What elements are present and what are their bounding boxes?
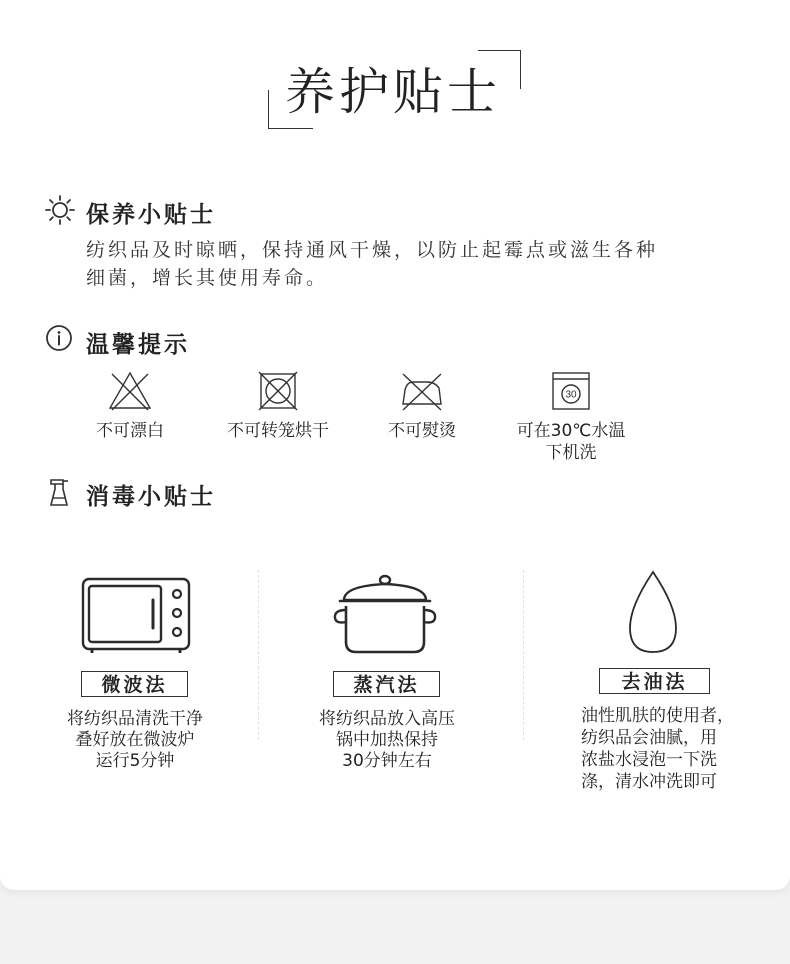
method-desc-line: 浓盐水浸泡一下洗 <box>581 750 717 770</box>
method-desc-line: 运行5分钟 <box>95 751 175 771</box>
method-desc-line: 将纺织品放入高压 <box>319 709 455 729</box>
method-desc <box>581 705 781 793</box>
divider <box>523 570 524 740</box>
method-desc-line: 油性肌肤的使用者， <box>581 706 734 726</box>
spray-bottle-icon <box>47 478 73 508</box>
microwave-icon <box>80 576 194 656</box>
pot-icon <box>330 572 440 658</box>
method-name: 蒸汽法 <box>333 671 440 697</box>
method-desc <box>40 709 230 772</box>
method-desc-line: 将纺织品清洗干净 <box>67 709 203 729</box>
care-label: 不可熨烫 <box>388 421 456 441</box>
care-item-no-iron <box>376 370 468 442</box>
method-desc <box>292 709 482 772</box>
divider <box>258 570 259 740</box>
maintenance-text-line: 纺织品及时晾晒，保持通风干燥，以防止起霉点或滋生各种 <box>86 239 659 261</box>
method-name: 去油法 <box>599 668 710 694</box>
care-item-machine-wash <box>506 370 636 464</box>
wash-temp-badge: 30 <box>565 389 577 401</box>
care-item-no-bleach <box>84 370 176 442</box>
sun-icon <box>44 194 76 226</box>
maintenance-heading: 保养小贴士 <box>86 202 216 228</box>
care-item-no-tumble-dry <box>218 370 338 442</box>
maintenance-text-line: 细菌，增长其使用寿命。 <box>86 267 329 289</box>
machine-wash-30-icon <box>550 370 592 412</box>
method-desc-line: 纺织品会油腻，用 <box>581 728 717 748</box>
care-label: 不可转笼烘干 <box>227 421 329 441</box>
method-desc-line: 叠好放在微波炉 <box>75 730 195 750</box>
care-label <box>506 420 636 464</box>
no-bleach-icon <box>107 370 153 412</box>
method-desc-line: 30分钟左右 <box>342 751 432 771</box>
care-label-line: 下机洗 <box>545 443 597 463</box>
method-desc-line: 涤，清水冲洗即可 <box>581 772 717 792</box>
maintenance-text <box>86 236 716 292</box>
no-iron-icon <box>399 370 445 412</box>
no-tumble-dry-icon <box>257 370 299 412</box>
care-label: 不可漂白 <box>96 421 164 441</box>
disinfect-heading: 消毒小贴士 <box>86 484 216 510</box>
care-label-line: 可在30℃水温 <box>516 421 626 441</box>
water-drop-icon <box>624 568 682 656</box>
info-icon <box>45 324 73 352</box>
reminder-heading: 温馨提示 <box>86 332 190 358</box>
page-title: 养护贴士 <box>285 63 501 121</box>
method-desc-line: 锅中加热保持 <box>336 730 438 750</box>
method-name: 微波法 <box>81 671 188 697</box>
